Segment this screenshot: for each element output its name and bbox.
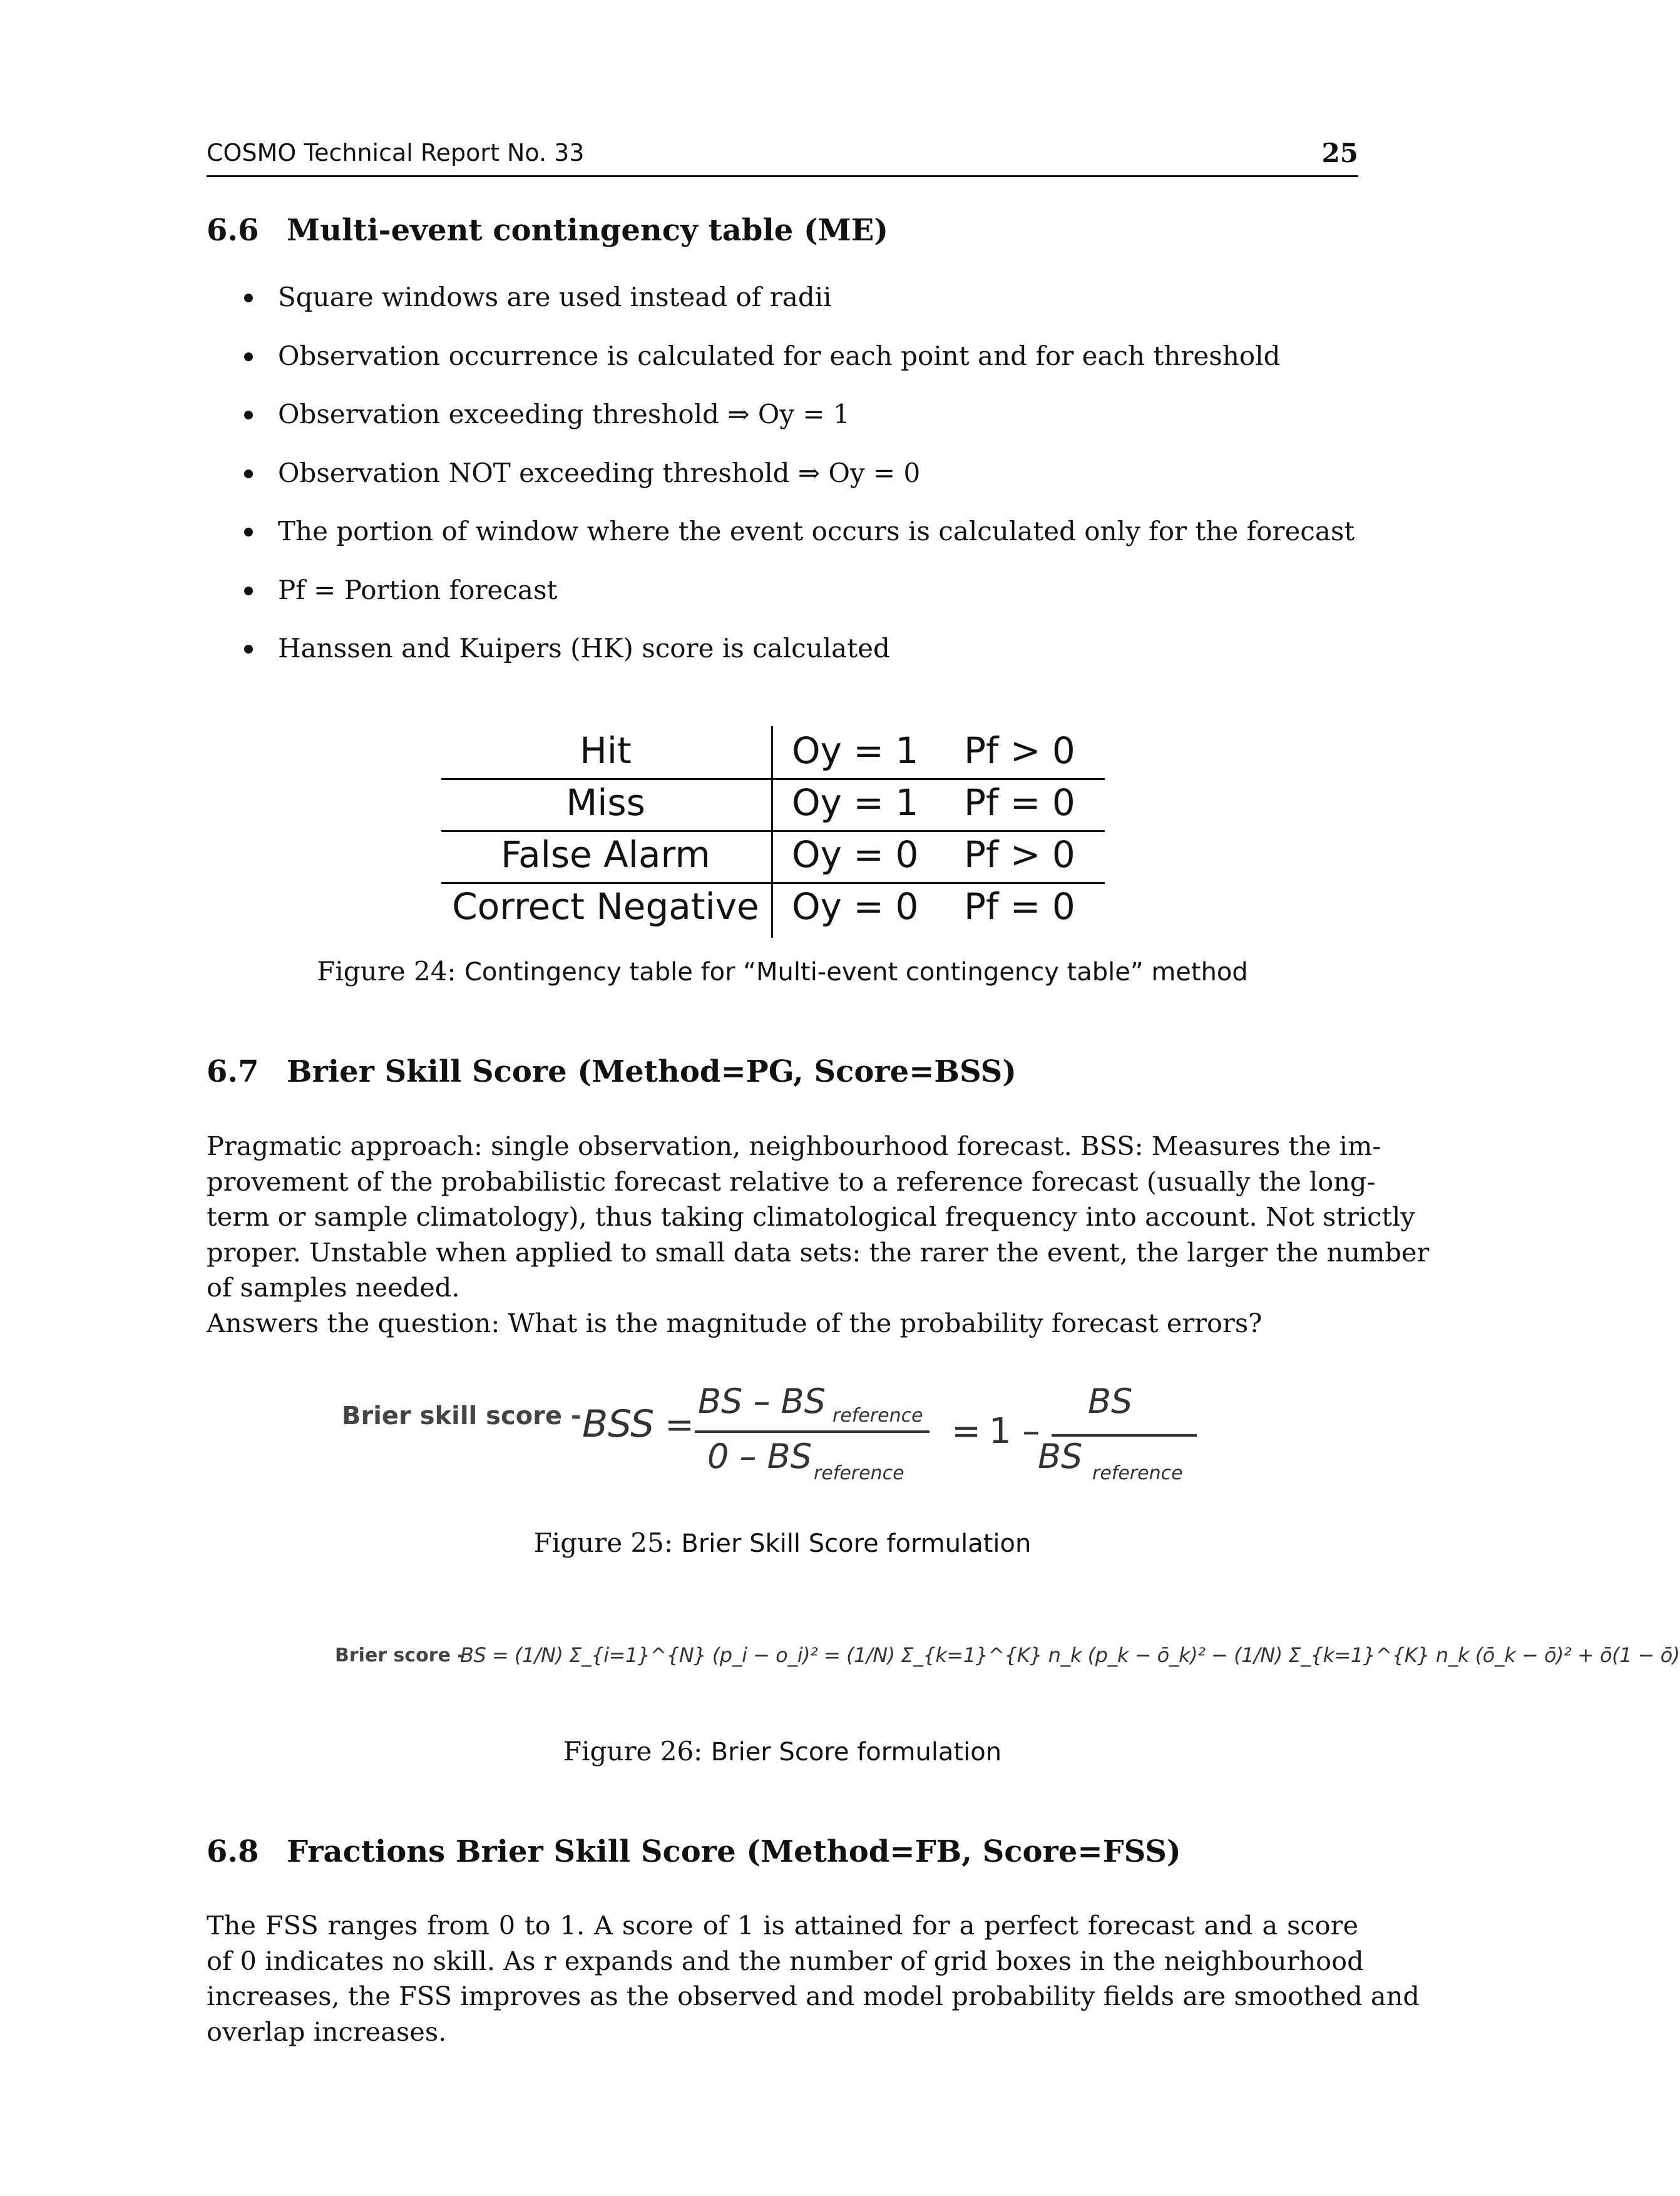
- table-cell-pf: Pf = 0: [964, 885, 1075, 928]
- list-item: Hanssen and Kuipers (HK) score is calculated: [244, 633, 1358, 692]
- frac1-denominator-sub: reference: [814, 1462, 904, 1484]
- bullet-icon: [244, 645, 253, 654]
- formula-label: Brier score -: [335, 1644, 465, 1666]
- frac1-denominator: 0 – BS: [707, 1437, 812, 1476]
- figure-label: Figure 26:: [563, 1736, 703, 1767]
- figure-label: Figure 25:: [533, 1527, 674, 1558]
- running-title: COSMO Technical Report No. 33: [207, 139, 585, 167]
- figure-caption-text: Brier Skill Score formulation: [681, 1529, 1032, 1558]
- table-divider-vertical: [771, 726, 773, 938]
- formula-lhs: BSS: [582, 1402, 655, 1446]
- frac2-denominator: BS: [1038, 1437, 1083, 1476]
- figure-label: Figure 24:: [317, 956, 456, 987]
- page-header: [207, 139, 1358, 177]
- table-cell-oy: Oy = 0: [792, 885, 919, 928]
- bullet-icon: [244, 469, 253, 478]
- table-cell-label: Correct Negative: [452, 885, 759, 928]
- formula-expression: BS = (1/N) Σ_{i=1}^{N} (p_i − o_i)² = (1/N) Σ_{k=1}^{K} n_k (p_k − ō_k)² − (1/N) Σ_{k=1}^{K} n_k (ō_k − ō)² + ō(1 − ō): [460, 1643, 1680, 1667]
- frac2-numerator: BS: [1088, 1382, 1133, 1421]
- bullet-list: [244, 282, 1358, 692]
- bullet-icon: [244, 294, 253, 302]
- list-item: Observation occurrence is calculated for each point and for each threshold: [244, 341, 1358, 399]
- bss-formula: [338, 1380, 1202, 1493]
- bullet-icon: [244, 411, 253, 419]
- section-title: Fractions Brier Skill Score (Method=FB, Score=FSS): [287, 1834, 1181, 1869]
- formula-equals: =: [665, 1405, 694, 1445]
- list-item: Pf = Portion forecast: [244, 575, 1358, 634]
- table-rule: [441, 830, 1105, 832]
- one-minus: 1 –: [989, 1411, 1040, 1452]
- figure-24-caption: [207, 956, 1358, 987]
- section-number: 6.6: [207, 213, 259, 248]
- table-rule: [441, 778, 1105, 780]
- section-6-7-heading: [207, 1054, 1017, 1089]
- table-cell-pf: Pf = 0: [964, 781, 1075, 824]
- figure-25-caption: [207, 1527, 1358, 1558]
- contingency-table: [441, 726, 1105, 938]
- paragraph-fss: The FSS ranges from 0 to 1. A score of 1 is attained for a perfect forecast and a score of 0 indicates no skill. As r expands and the number of grid boxes in the neighbourhood increases, the FSS improves as the observed and model probability fields are smoothed and overlap increases.: [207, 1910, 1420, 2047]
- table-rule: [441, 882, 1105, 884]
- section-6-8-heading: [207, 1834, 1181, 1869]
- section-number: 6.8: [207, 1834, 259, 1869]
- table-cell-oy: Oy = 1: [792, 781, 919, 824]
- table-cell-label: Hit: [580, 729, 632, 772]
- frac1-numerator-sub: reference: [832, 1405, 923, 1427]
- table-cell-label: Miss: [566, 781, 645, 824]
- table-cell-pf: Pf > 0: [964, 729, 1075, 772]
- figure-caption-text: Brier Score formulation: [710, 1738, 1002, 1767]
- figure-caption-text: Contingency table for “Multi-event contingency table” method: [464, 958, 1248, 987]
- frac2-denominator-sub: reference: [1092, 1462, 1183, 1484]
- paragraph-bss: Pragmatic approach: single observation, neighbourhood forecast. BSS: Measures the im- provement of the probabilistic forecast relative to a reference forecast (usually the long- term or sample climatology), thus taking climatological frequency into account. Not strictly proper. Unstable when applied to small data sets: the rarer the event, the larger the number of samples needed. Answers the question: What is the magnitude of the probability forecast errors?: [207, 1131, 1430, 1338]
- bullet-icon: [244, 352, 253, 361]
- section-title: Brier Skill Score (Method=PG, Score=BSS): [287, 1054, 1017, 1089]
- table-cell-oy: Oy = 0: [792, 833, 919, 876]
- figure-26-caption: [207, 1736, 1358, 1767]
- list-item: Square windows are used instead of radii: [244, 282, 1358, 341]
- list-item: Observation exceeding threshold ⇒ Oy = 1: [244, 399, 1358, 458]
- bullet-icon: [244, 528, 253, 536]
- formula-label: Brier skill score -: [342, 1402, 581, 1430]
- table-cell-label: False Alarm: [501, 833, 710, 876]
- bullet-icon: [244, 587, 253, 595]
- bs-formula: [335, 1631, 1680, 1700]
- formula-equals: =: [951, 1411, 981, 1452]
- list-item: Observation NOT exceeding threshold ⇒ Oy = 0: [244, 458, 1358, 516]
- frac1-bar: [695, 1430, 930, 1433]
- table-cell-pf: Pf > 0: [964, 833, 1075, 876]
- section-title: Multi-event contingency table (ME): [287, 213, 889, 248]
- table-cell-oy: Oy = 1: [792, 729, 919, 772]
- page-number: 25: [1321, 138, 1358, 168]
- section-6-6-heading: [207, 213, 888, 248]
- section-number: 6.7: [207, 1054, 259, 1089]
- list-item: The portion of window where the event occurs is calculated only for the forecast: [244, 516, 1358, 575]
- frac1-numerator: BS – BS: [698, 1382, 826, 1421]
